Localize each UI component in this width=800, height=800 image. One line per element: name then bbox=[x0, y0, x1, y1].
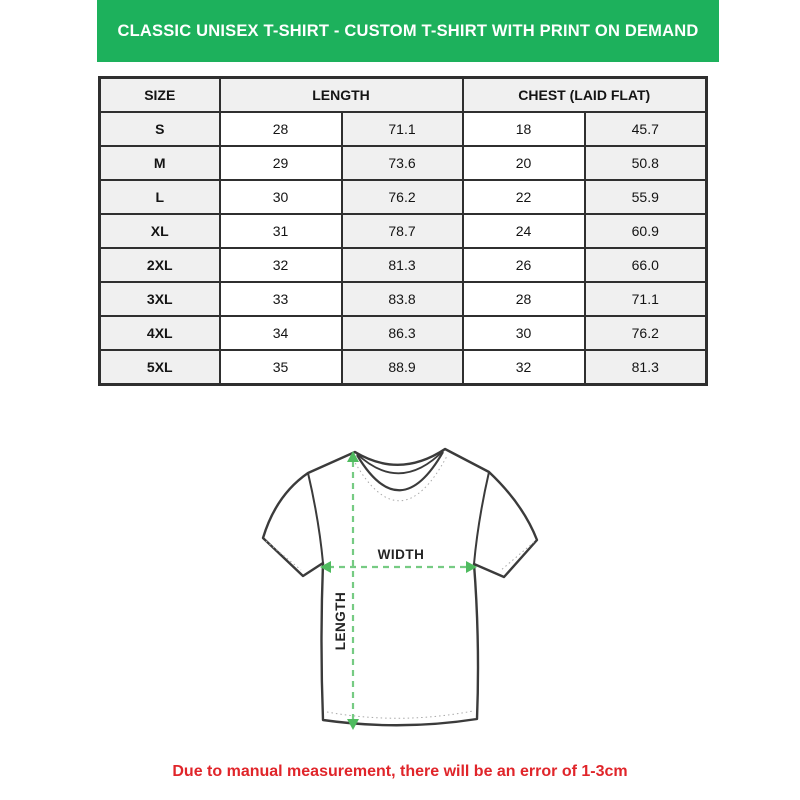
tshirt-measurement-diagram bbox=[230, 430, 570, 760]
length-cm: 73.6 bbox=[342, 146, 463, 180]
size-label: 3XL bbox=[100, 282, 220, 316]
header-size: SIZE bbox=[100, 78, 220, 113]
table-row bbox=[100, 214, 707, 248]
length-inches: 34 bbox=[220, 316, 342, 350]
table-row bbox=[100, 248, 707, 282]
length-cm: 78.7 bbox=[342, 214, 463, 248]
chest-inches: 22 bbox=[463, 180, 585, 214]
table-row bbox=[100, 282, 707, 316]
length-inches: 30 bbox=[220, 180, 342, 214]
chest-cm: 76.2 bbox=[585, 316, 707, 350]
length-cm: 76.2 bbox=[342, 180, 463, 214]
header-chest: CHEST (LAID FLAT) bbox=[463, 78, 707, 113]
measurement-disclaimer: Due to manual measurement, there will be an error of 1-3cm bbox=[172, 763, 628, 780]
length-cm: 88.9 bbox=[342, 350, 463, 385]
table-row bbox=[100, 316, 707, 350]
chest-inches: 32 bbox=[463, 350, 585, 385]
chest-cm: 71.1 bbox=[585, 282, 707, 316]
size-label: M bbox=[100, 146, 220, 180]
length-inches: 33 bbox=[220, 282, 342, 316]
chest-cm: 60.9 bbox=[585, 214, 707, 248]
length-label: LENGTH bbox=[333, 591, 348, 651]
size-label: S bbox=[100, 112, 220, 146]
chest-inches: 30 bbox=[463, 316, 585, 350]
length-cm: 71.1 bbox=[342, 112, 463, 146]
chest-cm: 66.0 bbox=[585, 248, 707, 282]
header-length: LENGTH bbox=[220, 78, 463, 113]
table-header-row bbox=[100, 78, 707, 113]
length-inches: 31 bbox=[220, 214, 342, 248]
title-banner bbox=[97, 0, 719, 62]
length-inches: 29 bbox=[220, 146, 342, 180]
size-label: 5XL bbox=[100, 350, 220, 385]
length-inches: 28 bbox=[220, 112, 342, 146]
chest-cm: 81.3 bbox=[585, 350, 707, 385]
table-row bbox=[100, 146, 707, 180]
chest-cm: 45.7 bbox=[585, 112, 707, 146]
chest-cm: 55.9 bbox=[585, 180, 707, 214]
size-label: XL bbox=[100, 214, 220, 248]
length-cm: 83.8 bbox=[342, 282, 463, 316]
chest-inches: 24 bbox=[463, 214, 585, 248]
size-label: 2XL bbox=[100, 248, 220, 282]
chest-cm: 50.8 bbox=[585, 146, 707, 180]
size-label: L bbox=[100, 180, 220, 214]
length-inches: 35 bbox=[220, 350, 342, 385]
length-cm: 86.3 bbox=[342, 316, 463, 350]
table-row bbox=[100, 180, 707, 214]
length-inches: 32 bbox=[220, 248, 342, 282]
chest-inches: 26 bbox=[463, 248, 585, 282]
table-row bbox=[100, 112, 707, 146]
size-chart-table bbox=[98, 76, 708, 386]
chest-inches: 28 bbox=[463, 282, 585, 316]
size-label: 4XL bbox=[100, 316, 220, 350]
length-cm: 81.3 bbox=[342, 248, 463, 282]
page-title: CLASSIC UNISEX T-SHIRT - CUSTOM T-SHIRT WITH PRINT ON DEMAND bbox=[117, 21, 699, 40]
chest-inches: 18 bbox=[463, 112, 585, 146]
width-label: WIDTH bbox=[377, 547, 425, 562]
chest-inches: 20 bbox=[463, 146, 585, 180]
table-row bbox=[100, 350, 707, 385]
